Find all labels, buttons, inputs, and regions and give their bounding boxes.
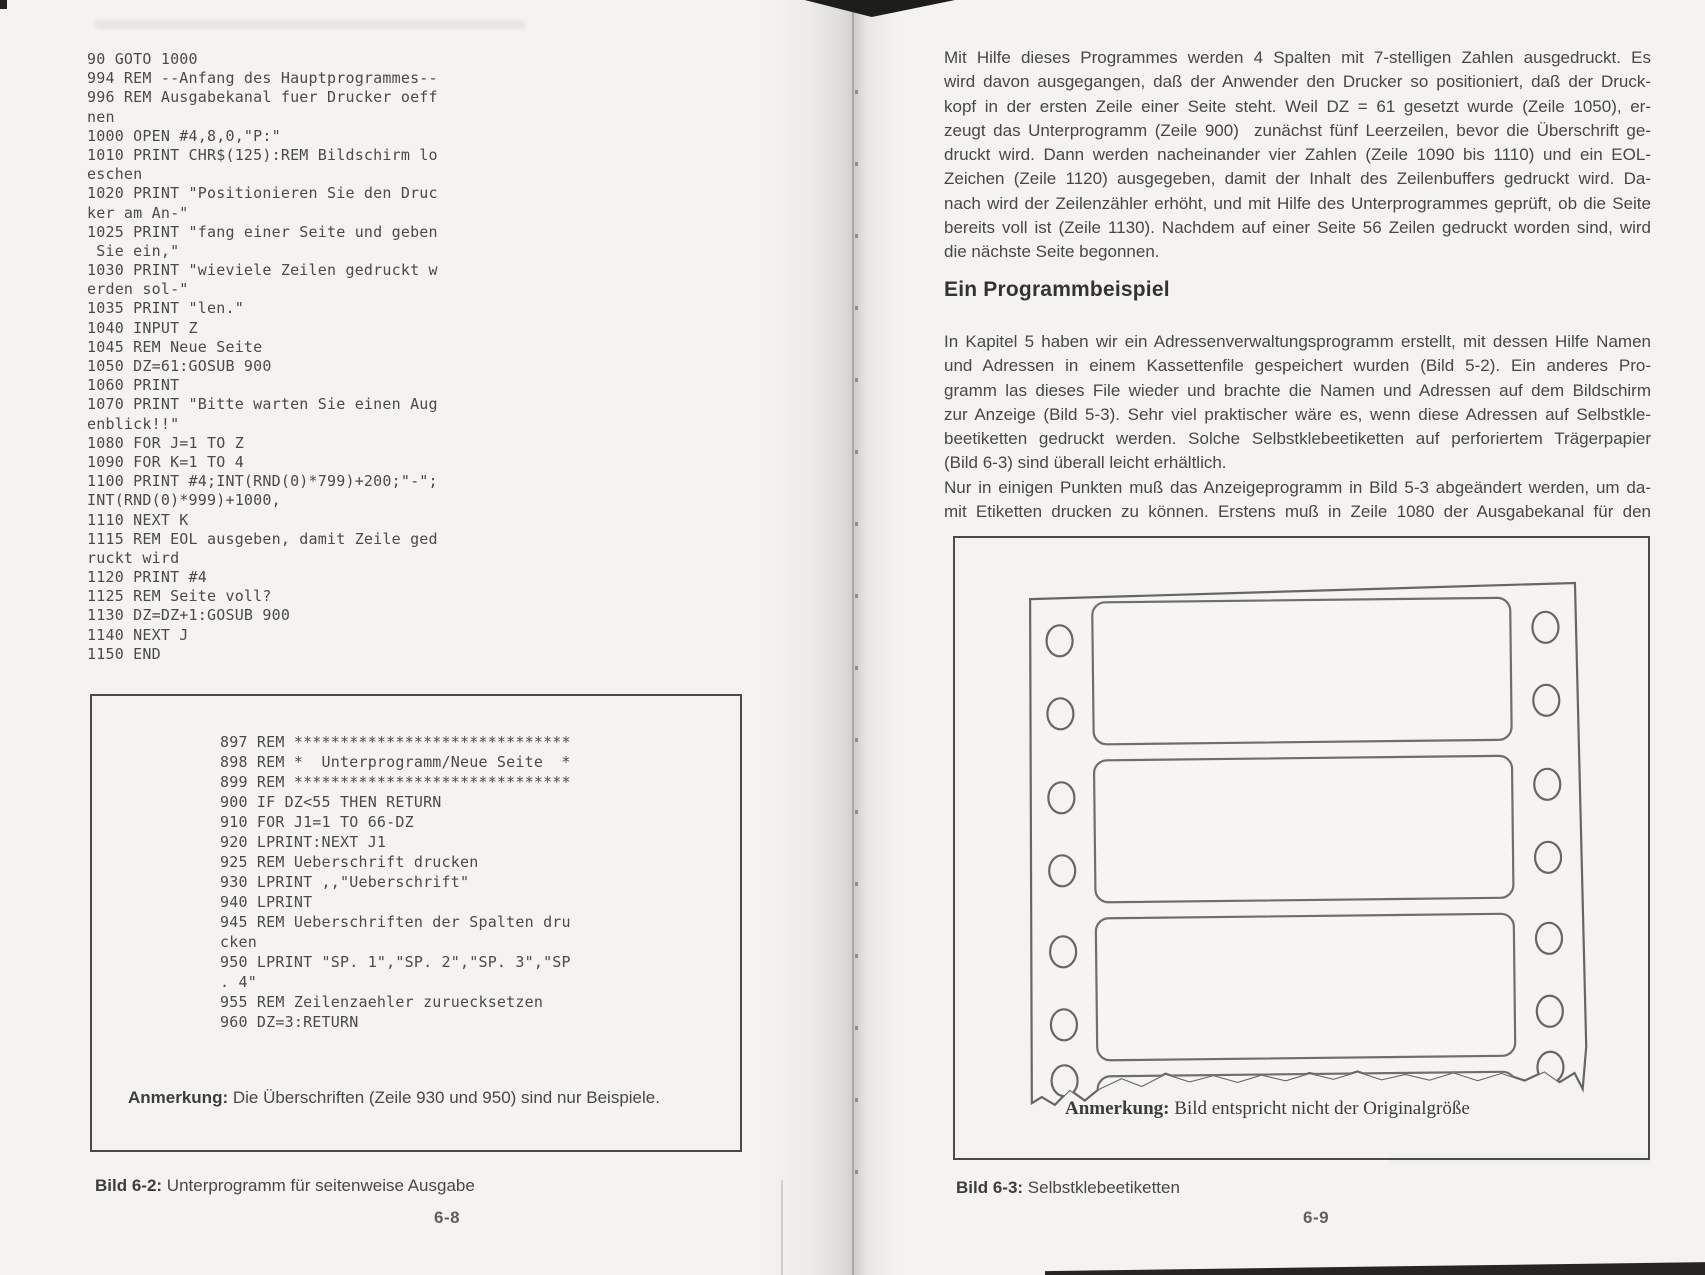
code-line: 1060 PRINT: [87, 376, 180, 395]
text-line: wird davon ausgegangen, daß der Anwender den Drucker so positioniert, daß der Druck-: [944, 72, 1651, 92]
code-line: 1090 FOR K=1 TO 4: [87, 452, 244, 471]
code-line: erden sol-": [87, 280, 189, 299]
note-text: Die Überschriften (Zeile 930 und 950) sind nur Beispiele.: [228, 1088, 660, 1107]
code-line: 1025 PRINT "fang einer Seite und geben: [87, 222, 438, 241]
code-line: 920 LPRINT:NEXT J1: [220, 833, 387, 851]
text-line: mit Etiketten drucken zu können. Erstens muß in Zeile 1080 der Ausgabekanal für den: [944, 502, 1651, 522]
scan-corner-speck: [0, 0, 7, 9]
text-line: zur Anzeige (Bild 5-3). Sehr viel praktischer wäre es, wenn diese Adressen auf Selbstkle-: [944, 404, 1651, 424]
code-line: 1070 PRINT "Bitte warten Sie einen Aug: [87, 395, 438, 414]
code-line: 1000 OPEN #4,8,0,"P:": [87, 126, 281, 145]
binding-crease: [852, 0, 854, 1275]
label-blank-3: [1096, 914, 1516, 1061]
code-line: 1035 PRINT "len.": [87, 299, 244, 318]
text-line: kopf in der ersten Zeile einer Seite steht. Weil DZ = 61 gesetzt wurde (Zeile 1050), er-: [944, 96, 1651, 116]
text-line: und Adressen in einem Kassettenfile gespeichert wurden (Bild 5-2). Ein anderes Pro-: [944, 356, 1651, 376]
code-line: cken: [220, 933, 257, 951]
basic-listing-subroutine: [220, 732, 571, 1032]
code-line: 1120 PRINT #4: [87, 568, 207, 587]
code-line: 950 LPRINT "SP. 1","SP. 2","SP. 3","SP: [220, 953, 571, 971]
code-line: 1140 NEXT J: [87, 625, 189, 644]
caption-label: Bild 6-3:: [956, 1178, 1024, 1197]
text-line: Nur in einigen Punkten muß das Anzeigeprogramm in Bild 5-3 abgeändert werden, um da-: [944, 477, 1651, 497]
code-line: 1040 INPUT Z: [87, 318, 198, 337]
label-blank-2: [1094, 756, 1514, 903]
code-line: enblick!!": [87, 414, 180, 433]
code-line: 960 DZ=3:RETURN: [220, 1013, 359, 1031]
basic-listing-main: [87, 50, 438, 664]
code-line: 1020 PRINT "Positionieren Sie den Druc: [87, 184, 438, 203]
text-line: die nächste Seite begonnen.: [944, 242, 1160, 262]
caption-text: Selbstklebeetiketten: [1023, 1178, 1180, 1197]
code-line: ker am An-": [87, 203, 189, 222]
code-line: INT(RND(0)*999)+1000,: [87, 491, 281, 510]
code-line: 1130 DZ=DZ+1:GOSUB 900: [87, 606, 291, 625]
subroutine-listing-box: [90, 694, 742, 1152]
code-line: 994 REM --Anfang des Hauptprogrammes--: [87, 69, 438, 88]
code-line: 925 REM Ueberschrift drucken: [220, 853, 479, 871]
code-line: 900 IF DZ<55 THEN RETURN: [220, 793, 442, 811]
page-number-right: 6-9: [1303, 1208, 1330, 1227]
code-line: 1010 PRINT CHR$(125):REM Bildschirm lo: [87, 145, 438, 164]
text-line: nach wird der Zeilenzähler erhöht, und mit Hilfe des Unterprogrammes geprüft, ob die Seite: [944, 193, 1651, 213]
text-line: druckt wird. Dann werden nacheinander vier Zahlen (Zeile 1090 bis 1110) und ein EOL-: [944, 145, 1651, 165]
code-line: 996 REM Ausgabekanal fuer Drucker oeff: [87, 88, 438, 107]
code-line: 945 REM Ueberschriften der Spalten dru: [220, 913, 571, 931]
code-line: eschen: [87, 165, 143, 184]
code-line: 898 REM * Unterprogramm/Neue Seite *: [220, 753, 571, 771]
code-line: 1080 FOR J=1 TO Z: [87, 433, 244, 452]
code-line: . 4": [220, 973, 257, 991]
paragraph-1: [944, 46, 1651, 265]
text-line: Zeichen (Zeile 1120) ausgegeben, damit der Inhalt des Zeilenbuffers gedruckt wird. Da-: [944, 169, 1651, 189]
scan-bottom-edge: [1045, 1261, 1705, 1275]
code-line: 910 FOR J1=1 TO 66-DZ: [220, 813, 414, 831]
figure-bild-6-3: [953, 536, 1650, 1160]
code-line: 1100 PRINT #4;INT(RND(0)*799)+200;"-";: [87, 472, 438, 491]
note-label: Anmerkung:: [1065, 1098, 1170, 1119]
page-edge-shadow: [781, 1180, 783, 1275]
code-line: 940 LPRINT: [220, 893, 313, 911]
note-bild-6-2: [128, 1088, 660, 1108]
text-line: zeugt das Unterprogramm (Zeile 900) zunächst fünf Leerzeilen, bevor die Überschrift ge-: [944, 120, 1651, 140]
caption-bild-6-3: [956, 1178, 1180, 1198]
code-line: 1045 REM Neue Seite: [87, 337, 263, 356]
code-line: 1115 REM EOL ausgeben, damit Zeile ged: [87, 529, 438, 548]
binding-stitches: [855, 90, 858, 1190]
code-line: 1030 PRINT "wieviele Zeilen gedruckt w: [87, 261, 438, 280]
text-line: bereits voll ist (Zeile 1130). Nachdem auf einer Seite 56 Zeilen gedruckt worden sind, wird: [944, 218, 1651, 238]
code-line: 955 REM Zeilenzaehler zuruecksetzen: [220, 993, 544, 1011]
code-line: 899 REM ******************************: [220, 773, 571, 791]
code-line: 897 REM ******************************: [220, 733, 571, 751]
code-line: 1125 REM Seite voll?: [87, 587, 272, 606]
label-sheet-illustration: [1024, 577, 1595, 1128]
caption-label: Bild 6-2:: [95, 1176, 163, 1195]
text-line: beetiketten gedruckt werden. Solche Selbstklebeetiketten auf perforiertem Trägerpapier: [944, 429, 1651, 449]
code-line: 1150 END: [87, 644, 161, 663]
page-number-left: 6-8: [434, 1208, 461, 1227]
caption-bild-6-2: [95, 1176, 475, 1196]
label-sheet-svg: [1024, 577, 1595, 1128]
note-bild-6-3: [1065, 1098, 1470, 1120]
code-line: 1110 NEXT K: [87, 510, 189, 529]
label-blank-1: [1092, 598, 1512, 745]
text-line: gramm las dieses File wieder und brachte die Namen und Adressen auf dem Bildschirm: [944, 380, 1651, 400]
code-line: Sie ein,": [87, 241, 180, 260]
note-text: Bild entspricht nicht der Originalgröße: [1169, 1098, 1470, 1119]
code-line: 1050 DZ=61:GOSUB 900: [87, 357, 272, 375]
book-gutter-shadow: [760, 0, 900, 1275]
code-line: 90 GOTO 1000: [87, 50, 198, 68]
section-heading: Ein Programmbeispiel: [944, 278, 1170, 301]
caption-text: Unterprogramm für seitenweise Ausgabe: [162, 1176, 475, 1195]
code-line: ruckt wird: [87, 548, 180, 567]
text-line: Mit Hilfe dieses Programmes werden 4 Spalten mit 7-stelligen Zahlen ausgedruckt. Es: [944, 48, 1651, 67]
code-line: nen: [87, 107, 115, 126]
ink-bleed-ghost: [95, 20, 525, 29]
code-line: 930 LPRINT ,,"Ueberschrift": [220, 873, 470, 891]
note-label: Anmerkung:: [128, 1088, 229, 1107]
text-line: In Kapitel 5 haben wir ein Adressenverwaltungsprogramm erstellt, mit dessen Hilfe Namen: [944, 332, 1651, 351]
text-line: (Bild 6-3) sind überall leicht erhältlich.: [944, 453, 1227, 473]
paragraph-2: [944, 330, 1651, 524]
